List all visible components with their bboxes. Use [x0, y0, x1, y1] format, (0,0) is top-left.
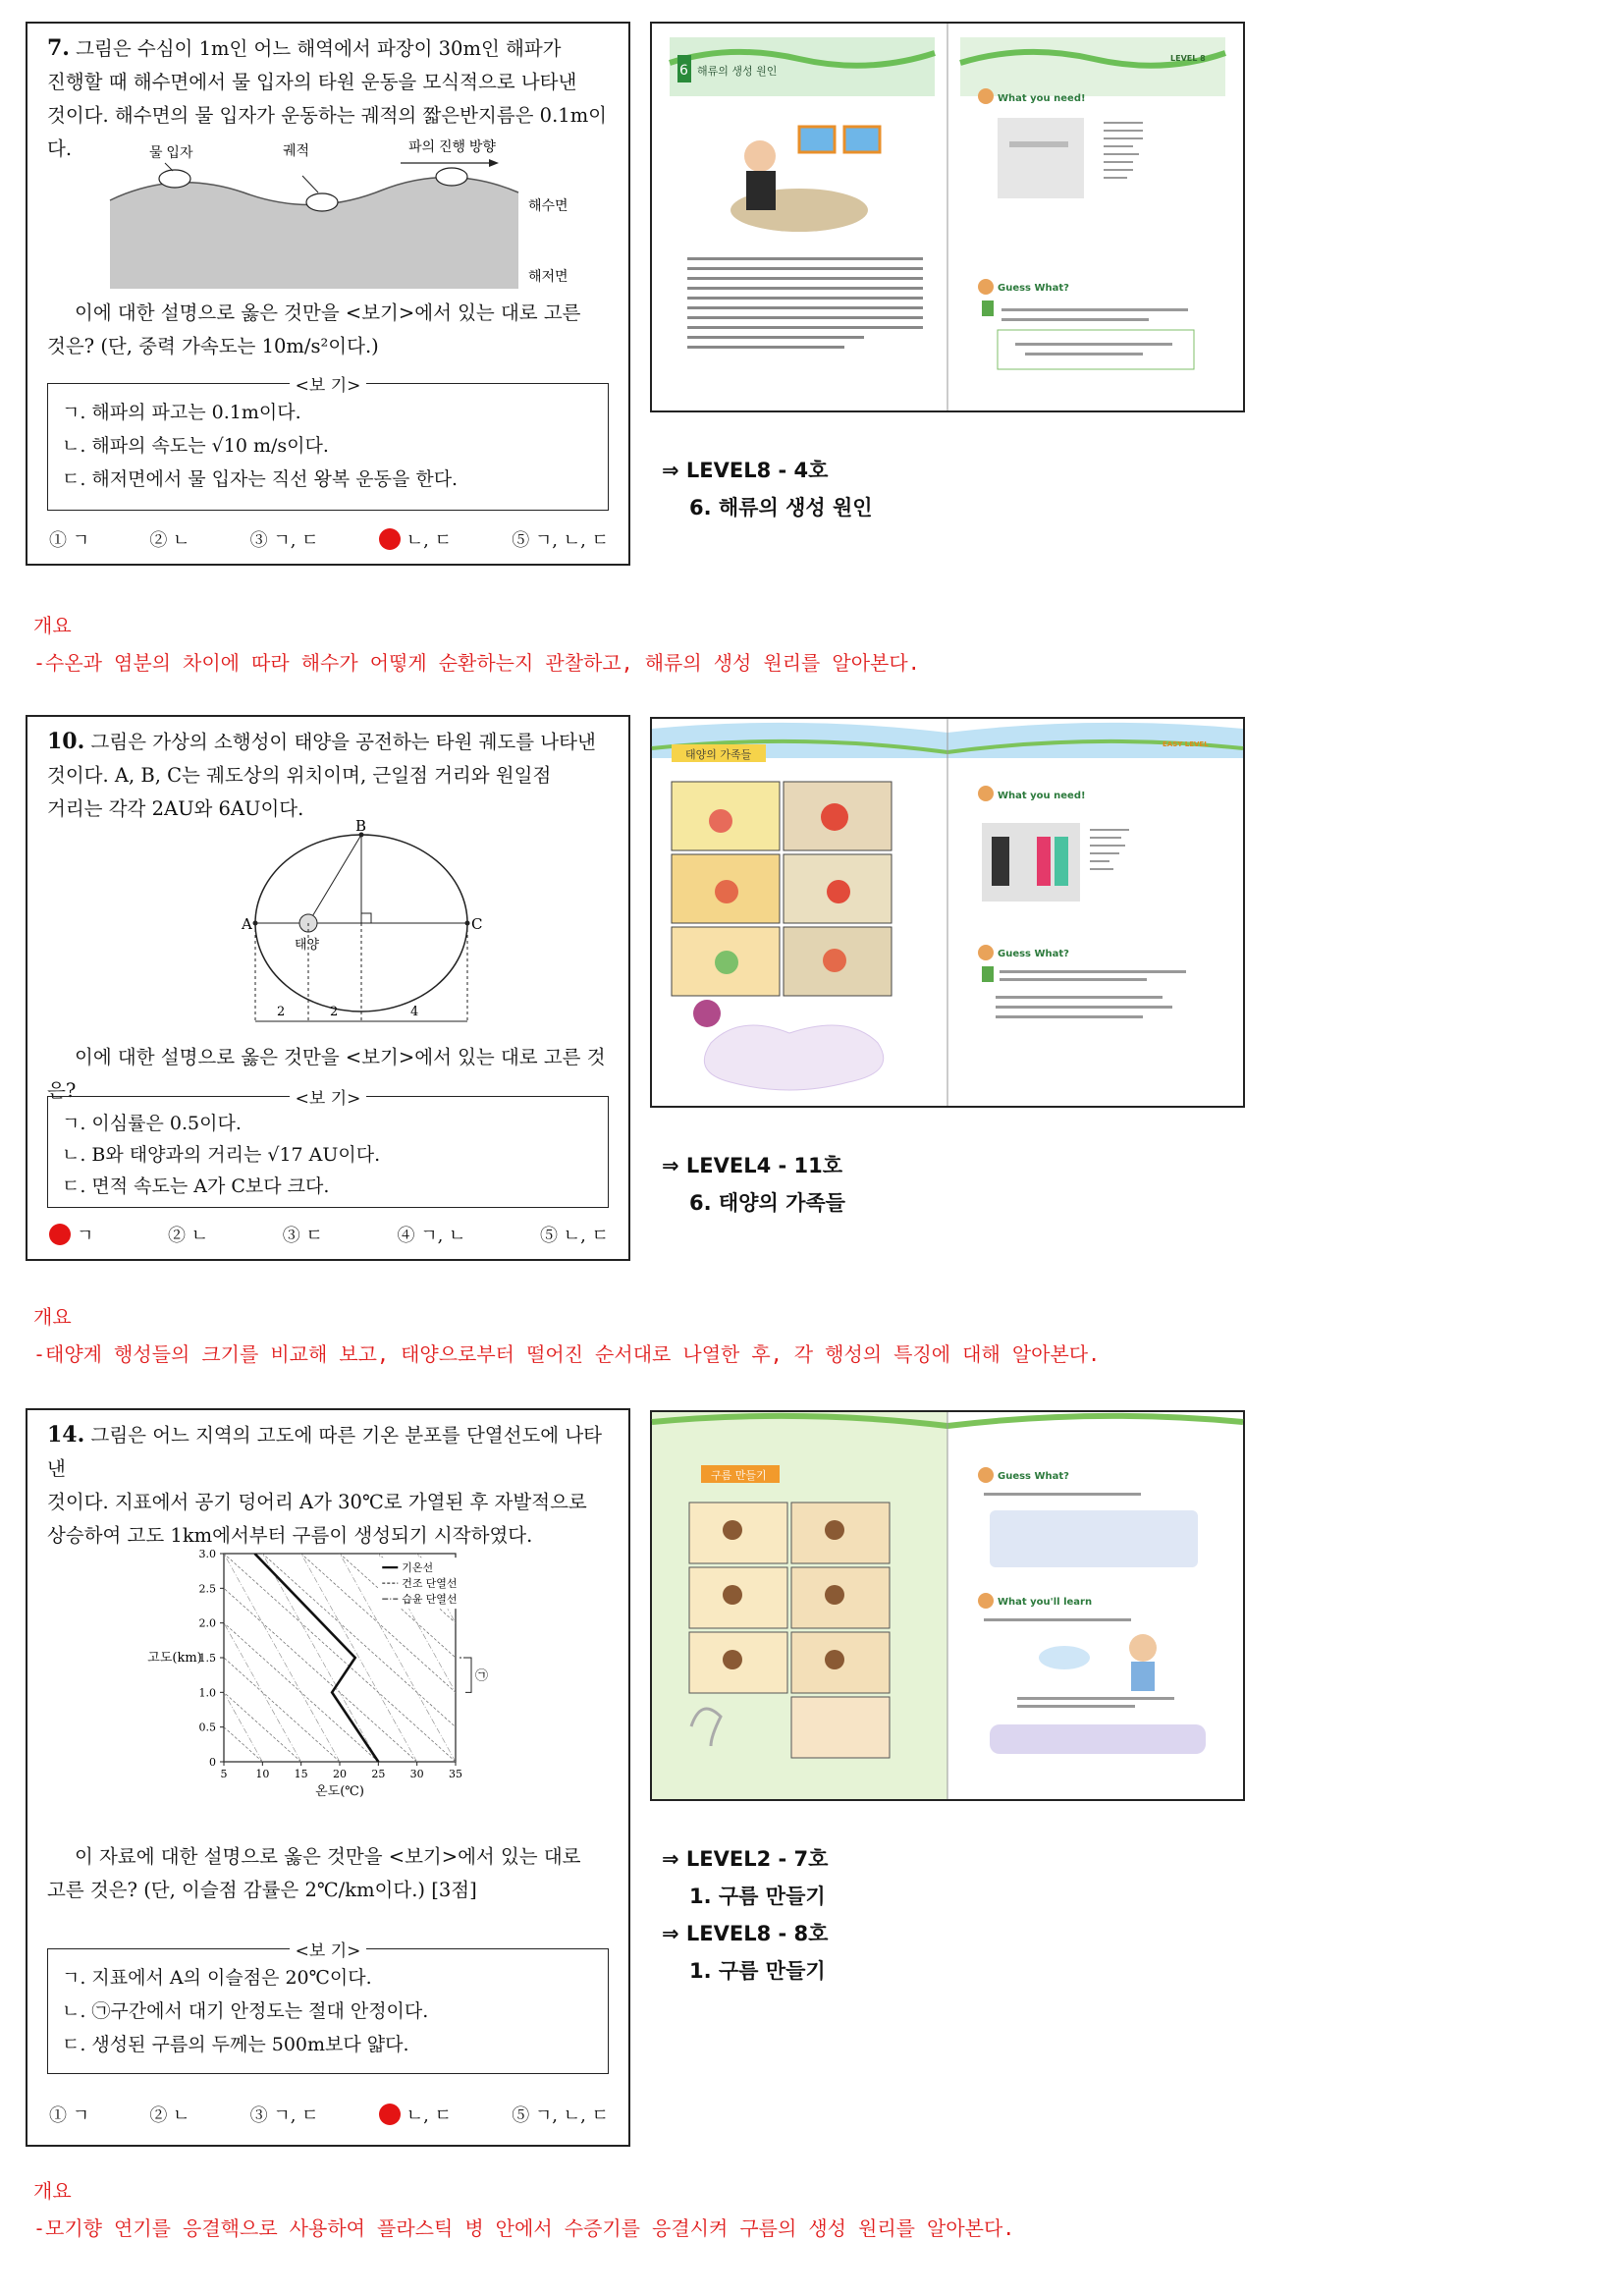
y-tick-label: 0.5 [198, 1721, 216, 1734]
choice-5[interactable]: ⑤ ㄱ, ㄴ, ㄷ [512, 2105, 609, 2126]
choice-3[interactable]: ③ ㄱ, ㄷ [249, 530, 319, 551]
summary-text: -태양계 행성들의 크기를 비교해 보고, 태양으로부터 떨어진 순서대로 나열한 후, 각 행성의 특징에 대해 알아본다. [33, 1342, 1101, 1366]
bogi-item: ㄷ. 면적 속도는 A가 C보다 크다. [62, 1175, 330, 1197]
choice-2[interactable]: ② ㄴ [168, 1226, 209, 1246]
svg-text:2: 2 [330, 1005, 339, 1019]
choice-2[interactable]: ② ㄴ [149, 530, 190, 551]
adiabatic-chart [135, 1544, 548, 1799]
legend-label: 건조 단열선 [402, 1578, 458, 1591]
bogi-box: <보 기> ㄱ. 지표에서 A의 이슬점은 20℃이다. ㄴ. ㉠구간에서 대기 안정도는 절대 안정이다. ㄷ. 생성된 구름의 두께는 500m보다 얇다. [47, 1948, 609, 2074]
textbook-thumbnail [650, 717, 1245, 1108]
wave-figure [67, 138, 617, 289]
bogi-box: <보 기> ㄱ. 이심률은 0.5이다. ㄴ. B와 태양과의 거리는 √17 AU이다. ㄷ. 면적 속도는 A가 C보다 크다. [47, 1096, 609, 1208]
svg-text:EASY LEVEL: EASY LEVEL [1163, 740, 1209, 748]
label-sea-surface: 해수면 [528, 197, 568, 213]
svg-text:What you need!: What you need! [998, 791, 1086, 801]
chapter-reference: 1. 구름 만들기 [689, 1885, 826, 1908]
choice-1[interactable]: ㄱ [49, 1222, 93, 1247]
svg-text:Guess What?: Guess What? [998, 283, 1069, 294]
question-number: 10. [47, 729, 85, 754]
label-A: A [242, 915, 252, 933]
label-sea-floor: 해저면 [528, 268, 568, 284]
svg-text:What you need!: What you need! [998, 93, 1086, 104]
dry-adiabat-line [0, 1554, 146, 1762]
question-box-10 [26, 715, 630, 1261]
x-tick-label: 35 [449, 1768, 462, 1780]
moist-adiabat-line [30, 1554, 146, 1762]
thumb-left-title: 구름 만들기 [711, 1469, 767, 1482]
choice-3[interactable]: ③ ㄱ, ㄷ [249, 2105, 319, 2126]
chapter-reference: 6. 해류의 생성 원인 [689, 496, 873, 519]
summary-title: 개요 [33, 1305, 72, 1329]
bogi-item: ㄴ. ㉠구간에서 대기 안정도는 절대 안정이다. [62, 2000, 429, 2022]
y-tick-label: 2.5 [198, 1582, 216, 1596]
moist-adiabat-line [456, 1554, 571, 1762]
answer-choices [49, 1222, 609, 1247]
moist-adiabat-line [0, 1554, 108, 1762]
question-prompt: 이에 대한 설명으로 옳은 것만을 <보기>에서 있는 대로 고른 것은? [47, 1046, 606, 1102]
y-tick-label: 2.0 [198, 1616, 216, 1630]
question-number: 14. [47, 1422, 85, 1448]
svg-text:2: 2 [277, 1005, 286, 1019]
label-B: B [355, 817, 367, 835]
choice-4[interactable]: ④ ㄱ, ㄴ [397, 1226, 466, 1246]
legend-label: 기온선 [402, 1562, 434, 1575]
textbook-thumbnail [650, 22, 1245, 412]
summary-title: 개요 [33, 614, 72, 637]
reference-list [662, 1147, 845, 1222]
answer-choices [49, 526, 609, 552]
y-tick-label: 1.0 [198, 1686, 216, 1700]
bogi-item: ㄴ. B와 태양과의 거리는 √17 AU이다. [62, 1144, 381, 1166]
chapter-reference: 6. 태양의 가족들 [689, 1191, 845, 1215]
x-tick-label: 20 [333, 1768, 347, 1780]
summary-text: -수온과 염분의 차이에 따라 해수가 어떻게 순환하는지 관찰하고, 해류의 생성 원리를 알아본다. [33, 651, 920, 675]
dry-adiabat-line [0, 1554, 108, 1762]
svg-text:6: 6 [679, 63, 688, 79]
summary [33, 607, 920, 682]
question-number: 7. [47, 35, 70, 61]
x-tick-label: 10 [255, 1768, 270, 1780]
bracket-marker [465, 1658, 471, 1692]
question-text: 10. 그림은 가상의 소행성이 태양을 공전하는 타원 궤도를 나타낸 것이다. A, B, C는 궤도상의 위치이며, 근일점 거리와 원일점 거리는 각각 2AU와 6AU이다. [47, 729, 596, 820]
svg-text:4: 4 [410, 1005, 419, 1019]
bogi-item: ㄴ. 해파의 속도는 √10 m/s이다. [62, 435, 329, 457]
orbit-figure [224, 817, 483, 1053]
y-tick-label: 3.0 [198, 1548, 216, 1560]
y-tick-label: 1.5 [198, 1652, 216, 1665]
choice-4[interactable]: ㄴ, ㄷ [379, 2102, 452, 2127]
question-box-7 [26, 22, 630, 566]
question-prompt: 이에 대한 설명으로 옳은 것만을 <보기>에서 있는 대로 고른 것은? (단, 중력 가속도는 10m/s²이다.) [47, 301, 581, 357]
choice-2[interactable]: ② ㄴ [149, 2105, 190, 2126]
answer-marker-icon [379, 528, 401, 550]
textbook-thumbnail [650, 1410, 1245, 1801]
choice-5[interactable]: ⑤ ㄴ, ㄷ [540, 1226, 609, 1246]
dry-adiabat-line [0, 1554, 30, 1762]
label-direction: 파의 진행 방향 [408, 138, 496, 154]
level-reference: ⇒ LEVEL8 - 8호 [662, 1922, 829, 1945]
question-text: 14. 그림은 어느 지역의 고도에 따른 기온 분포를 단열선도에 나타낸 것이다. 지표에서 공기 덩어리 A가 30℃로 가열된 후 자발적으로 상승하여 고도 1km에서부터 구름이 생성되기 시작하였다. [47, 1422, 602, 1547]
label-C: C [471, 915, 483, 933]
summary [33, 1298, 1100, 1373]
reference-list [662, 1840, 828, 1990]
x-tick-label: 5 [220, 1768, 228, 1780]
svg-text:Guess What?: Guess What? [998, 1471, 1069, 1482]
level-reference: ⇒ LEVEL2 - 7호 [662, 1847, 829, 1871]
bracket-label: ㉠ [475, 1668, 489, 1684]
label-particle: 물 입자 [149, 144, 193, 160]
reference-list [662, 452, 873, 526]
bogi-item: ㄷ. 생성된 구름의 두께는 500m보다 얇다. [62, 2034, 409, 2055]
x-tick-label: 25 [371, 1768, 386, 1780]
y-axis-label: 고도(km) [147, 1651, 202, 1666]
legend-label: 습윤 단열선 [402, 1594, 458, 1607]
level-reference: ⇒ LEVEL8 - 4호 [662, 459, 829, 482]
label-sun: 태양 [295, 937, 320, 952]
summary [33, 2172, 1014, 2247]
y-tick-label: 0 [209, 1756, 216, 1769]
svg-text:LEVEL 8: LEVEL 8 [1170, 54, 1206, 63]
bogi-item: ㄱ. 지표에서 A의 이슬점은 20℃이다. [62, 1967, 372, 1989]
bogi-item: ㄱ. 해파의 파고는 0.1m이다. [62, 402, 301, 423]
level-reference: ⇒ LEVEL4 - 11호 [662, 1154, 843, 1177]
answer-marker-icon [49, 1224, 71, 1245]
bogi-item: ㄷ. 해저면에서 물 입자는 직선 왕복 운동을 한다. [62, 468, 459, 490]
dry-adiabat-line [0, 1554, 70, 1762]
svg-text:What you'll learn: What you'll learn [998, 1597, 1093, 1608]
thumb-left-title: 해류의 생성 원인 [697, 65, 778, 78]
question-box-14 [26, 1408, 630, 2147]
choice-3[interactable]: ③ ㄷ [282, 1226, 323, 1246]
x-tick-label: 15 [294, 1768, 308, 1780]
answer-marker-icon [379, 2104, 401, 2125]
choice-1[interactable]: ① ㄱ [49, 2105, 90, 2126]
summary-text: -모기향 연기를 응결핵으로 사용하여 플라스틱 병 안에서 수증기를 응결시켜 구름의 생성 원리를 알아본다. [33, 2216, 1015, 2240]
bogi-item: ㄱ. 이심률은 0.5이다. [62, 1113, 242, 1134]
svg-text:Guess What?: Guess What? [998, 949, 1069, 959]
choice-1[interactable]: ① ㄱ [49, 530, 90, 551]
question-text: 7. 그림은 수심이 1m인 어느 해역에서 파장이 30m인 해파가 진행할 때 해수면에서 물 입자의 타원 운동을 모식적으로 나타낸 것이다. 해수면의 물 입자가 운동하는 궤적의 짧은반지름은 0.1m이다. [47, 35, 608, 160]
chapter-reference: 1. 구름 만들기 [689, 1959, 826, 1983]
label-track: 궤적 [283, 142, 310, 158]
x-axis-label: 온도(℃) [315, 1784, 364, 1799]
question-prompt: 이 자료에 대한 설명으로 옳은 것만을 <보기>에서 있는 대로 고른 것은? (단, 이슬점 감률은 2℃/km이다.) [3점] [47, 1845, 581, 1901]
answer-choices [49, 2102, 609, 2127]
choice-5[interactable]: ⑤ ㄱ, ㄴ, ㄷ [512, 530, 609, 551]
bogi-box: <보 기> ㄱ. 해파의 파고는 0.1m이다. ㄴ. 해파의 속도는 √10 m/s이다. ㄷ. 해저면에서 물 입자는 직선 왕복 운동을 한다. [47, 383, 609, 511]
choice-4[interactable]: ㄴ, ㄷ [379, 526, 452, 552]
summary-title: 개요 [33, 2179, 72, 2203]
x-tick-label: 30 [409, 1768, 424, 1780]
thumb-left-title: 태양의 가족들 [685, 748, 752, 761]
